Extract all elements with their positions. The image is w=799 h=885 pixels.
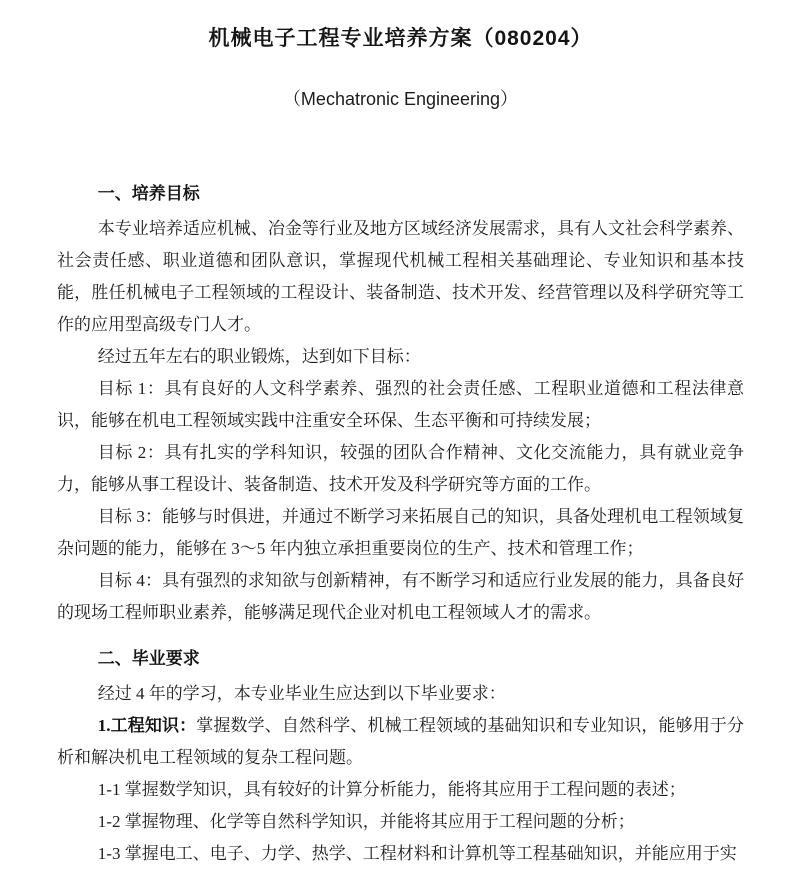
document-subtitle-english: （Mechatronic Engineering） (282, 89, 519, 109)
section-heading-training-objectives: 一、培养目标 (97, 184, 200, 203)
paragraph-objectives-lead-in: 经过五年左右的职业锻炼，达到如下目标： (97, 347, 421, 366)
paragraph-requirement-1-1: 1-1 掌握数学知识，具有较好的计算分析能力，能将其应用于工程问题的表述； (97, 780, 686, 799)
paragraph-requirements-lead-in: 经过 4 年的学习，本专业毕业生应达到以下毕业要求： (97, 684, 506, 703)
paragraph-requirement-1-2: 1-2 掌握物理、化学等自然科学知识，并能将其应用于工程问题的分析； (97, 812, 635, 831)
requirement-1-text: 掌握数学、自然科学、机械工程领域的基础知识和专业知识，能够用于分析和解决机电工程领域的复杂工程问题。 (57, 716, 745, 767)
paragraph-requirement-1-3: 1-3 掌握电工、电子、力学、热学、工程材料和计算机等工程基础知识，并能应用于实 (97, 844, 737, 863)
requirement-1-label: 1.工程知识： (97, 716, 197, 735)
paragraph-requirement-1 (57, 710, 744, 774)
paragraph-goal-2: 目标 2：具有扎实的学科知识，较强的团队合作精神、文化交流能力，具有就业竞争力，能够从事工程设计、装备制造、技术开发及科学研究等方面的工作。 (57, 443, 744, 494)
paragraph-objectives-intro: 本专业培养适应机械、冶金等行业及地方区域经济发展需求，具有人文社会科学素养、社会责任感、职业道德和团队意识，掌握现代机械工程相关基础理论、专业知识和基本技能，胜任机械电子工程领域的工程设计、装备制造、技术开发、经营管理以及科学研究等工作的应用型高级专门人才。 (57, 219, 744, 334)
paragraph-goal-4: 目标 4：具有强烈的求知欲与创新精神，有不断学习和适应行业发展的能力，具备良好的现场工程师职业素养，能够满足现代企业对机电工程领域人才的需求。 (57, 571, 744, 622)
paragraph-goal-3: 目标 3：能够与时俱进，并通过不断学习来拓展自己的知识，具备处理机电工程领域复杂问题的能力，能够在 3～5 年内独立承担重要岗位的生产、技术和管理工作； (57, 507, 744, 558)
document-title: 机械电子工程专业培养方案（080204） (208, 27, 593, 50)
paragraph-goal-1: 目标 1：具有良好的人文科学素养、强烈的社会责任感、工程职业道德和工程法律意识，能够在机电工程领域实践中注重安全环保、生态平衡和可持续发展； (57, 379, 744, 430)
section-heading-graduation-requirements: 二、毕业要求 (97, 649, 200, 668)
